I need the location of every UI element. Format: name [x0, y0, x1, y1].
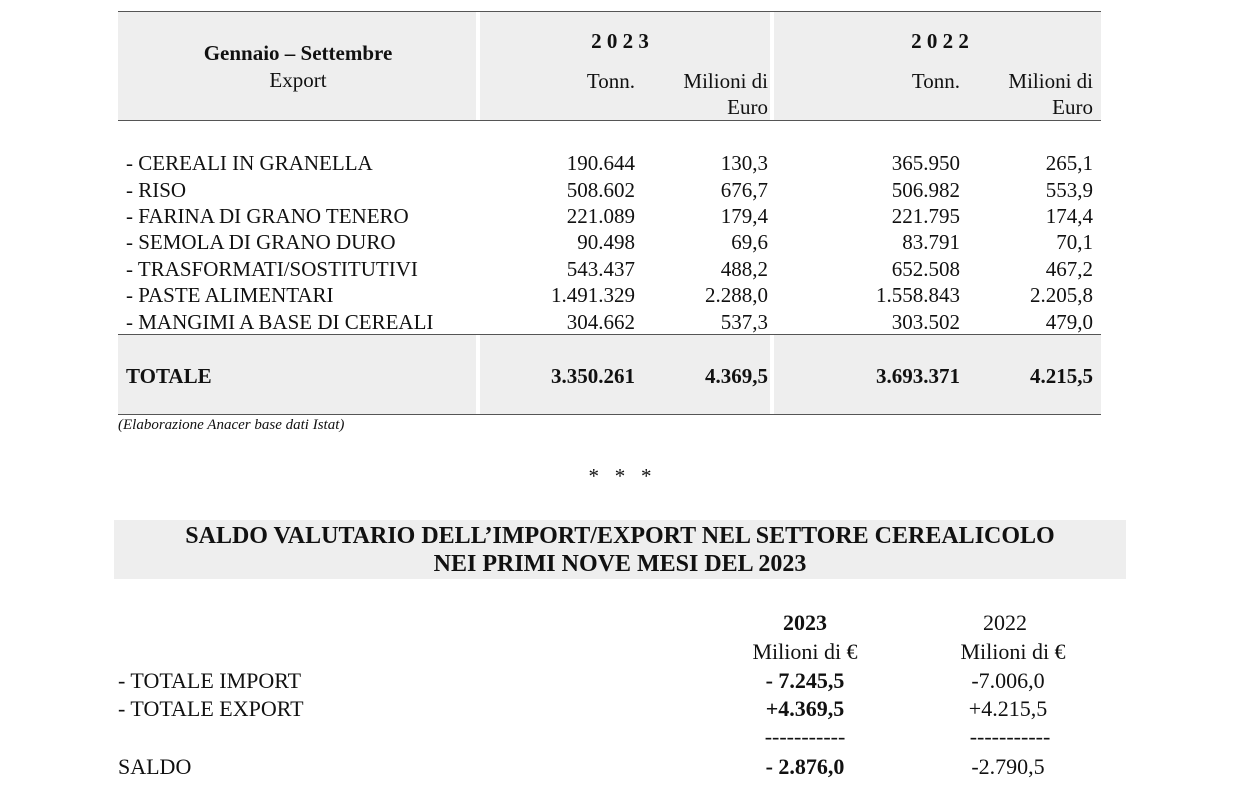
saldo-total-2022: -2.790,5 [971, 754, 1045, 779]
row-label: - FARINA DI GRANO TENERO [126, 204, 409, 228]
saldo-value-2022: -7.006,0 [971, 668, 1045, 693]
cell-t2022: 652.508 [891, 257, 960, 281]
cell-t2022: 506.982 [891, 178, 960, 202]
saldo-total-label: SALDO [118, 754, 192, 779]
total-t2022: 3.693.371 [876, 364, 960, 388]
cell-e2022: 553,9 [1045, 178, 1093, 202]
period-label: Gennaio – Settembre [203, 41, 393, 65]
row-label: - RISO [126, 178, 187, 202]
total-e2023: 4.369,5 [705, 364, 768, 388]
cell-t2022: 83.791 [902, 230, 960, 254]
cell-t2023: 1.491.329 [551, 283, 635, 307]
saldo-row-label: - TOTALE IMPORT [118, 668, 302, 693]
source-note: (Elaborazione Anacer base dati Istat) [118, 417, 345, 433]
col-eur-2022-l2: Euro [1052, 95, 1093, 119]
col-eur-2023-l2: Euro [727, 95, 768, 119]
saldo-row-label: - TOTALE EXPORT [118, 696, 304, 721]
section-title-line1: SALDO VALUTARIO DELL’IMPORT/EXPORT NEL SETTORE CEREALICOLO [185, 523, 1055, 549]
cell-e2023: 130,3 [720, 151, 768, 175]
saldo-year-2023: 2023 [783, 610, 827, 635]
total-label: TOTALE [126, 364, 212, 388]
section-separator: * * * [588, 464, 652, 488]
col-eur-2023-l1: Milioni di [683, 69, 768, 93]
cell-e2022: 265,1 [1045, 151, 1093, 175]
cell-e2022: 2.205,8 [1030, 283, 1093, 307]
total-e2022: 4.215,5 [1030, 364, 1093, 388]
cell-e2023: 537,3 [720, 310, 768, 334]
cell-e2022: 70,1 [1056, 230, 1093, 254]
total-t2023: 3.350.261 [551, 364, 635, 388]
row-label: - SEMOLA DI GRANO DURO [126, 230, 396, 254]
cell-t2023: 221.089 [566, 204, 635, 228]
cell-e2023: 2.288,0 [705, 283, 768, 307]
saldo-unit-2022: Milioni di € [960, 639, 1066, 664]
year-2023-header: 2 0 2 3 [591, 29, 649, 53]
saldo-value-2022: +4.215,5 [968, 696, 1048, 721]
export-sub-label: Export [269, 68, 327, 92]
cell-t2023: 543.437 [566, 257, 635, 281]
cell-e2023: 488,2 [720, 257, 768, 281]
saldo-year-2022: 2022 [983, 610, 1027, 635]
saldo-value-2023: - 7.245,5 [765, 668, 845, 693]
col-tonn-2022: Tonn. [911, 69, 960, 93]
cell-t2023: 90.498 [577, 230, 635, 254]
row-label: - MANGIMI A BASE DI CEREALI [126, 310, 434, 334]
col-tonn-2023: Tonn. [586, 69, 635, 93]
cell-t2022: 221.795 [891, 204, 960, 228]
cell-e2023: 69,6 [731, 230, 768, 254]
saldo-value-2023: +4.369,5 [765, 696, 845, 721]
col-eur-2022-l1: Milioni di [1008, 69, 1093, 93]
section-title-line2: NEI PRIMI NOVE MESI DEL 2023 [433, 551, 807, 577]
row-label: - PASTE ALIMENTARI [126, 283, 334, 307]
cell-e2023: 676,7 [720, 178, 768, 202]
cell-e2022: 174,4 [1045, 204, 1093, 228]
row-label: - CEREALI IN GRANELLA [126, 151, 373, 175]
saldo-unit-2023: Milioni di € [752, 639, 858, 664]
header-band-label [118, 12, 476, 120]
table-top-rule [118, 11, 1101, 12]
cell-t2023: 190.644 [566, 151, 635, 175]
saldo-total-2023: - 2.876,0 [765, 754, 845, 779]
row-label: - TRASFORMATI/SOSTITUTIVI [126, 257, 418, 281]
cell-e2022: 479,0 [1045, 310, 1093, 334]
dash-rule-2023: ----------- [764, 724, 846, 749]
total-top-rule [118, 334, 1101, 335]
cell-e2023: 179,4 [720, 204, 768, 228]
cell-t2023: 304.662 [566, 310, 635, 334]
cell-t2022: 365.950 [891, 151, 960, 175]
year-2022-header: 2 0 2 2 [911, 29, 969, 53]
dash-rule-2022: ----------- [969, 724, 1051, 749]
cell-t2023: 508.602 [566, 178, 635, 202]
table-header-rule [118, 120, 1101, 121]
section-title [114, 522, 1126, 578]
cell-t2022: 303.502 [891, 310, 960, 334]
cell-e2022: 467,2 [1045, 257, 1093, 281]
table-bottom-rule [118, 414, 1101, 415]
cell-t2022: 1.558.843 [876, 283, 960, 307]
